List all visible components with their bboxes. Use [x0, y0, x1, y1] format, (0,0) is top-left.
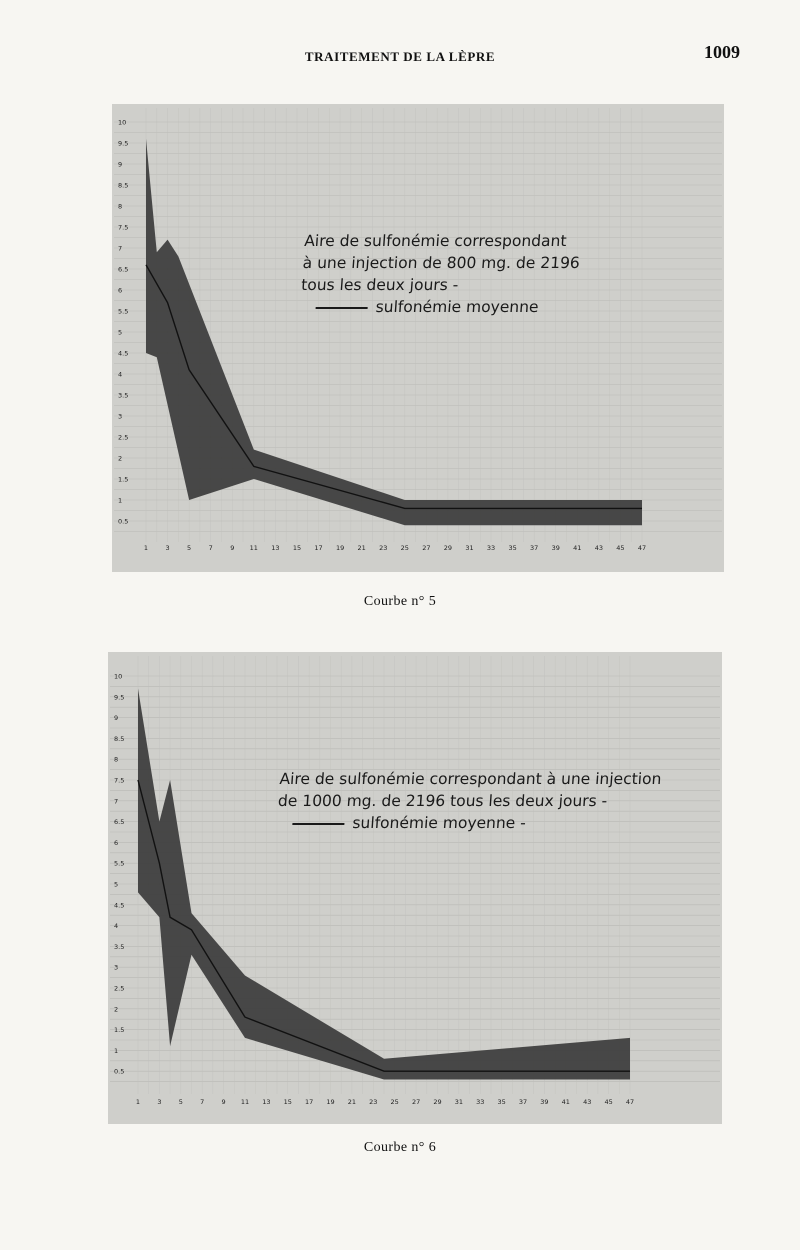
legend-line-swatch	[292, 823, 344, 825]
x-tick-label: 21	[347, 1098, 357, 1106]
y-tick-label: 1	[114, 1046, 119, 1055]
chart-annotation-5	[299, 230, 582, 318]
page-number: 1009	[704, 42, 740, 62]
y-tick-label: 8	[114, 755, 119, 764]
x-tick-label: 35	[497, 1098, 506, 1106]
y-tick-label: 8	[118, 202, 123, 211]
chart-svg-6	[108, 652, 722, 1124]
y-tick-label: 5	[118, 328, 123, 337]
y-tick-label: 6.5	[114, 818, 125, 827]
x-tick-label: 11	[240, 1098, 250, 1106]
y-tick-label: 4	[114, 922, 119, 931]
y-tick-label: 6	[114, 838, 119, 847]
legend-entry	[276, 812, 659, 834]
y-tick-label: 0.5	[118, 517, 129, 526]
x-tick-label: 33	[486, 544, 496, 552]
chart-figure-6	[108, 652, 722, 1124]
y-tick-label: 1	[118, 496, 123, 505]
y-tick-label: 7	[118, 244, 123, 253]
x-tick-label: 27	[422, 544, 431, 552]
x-tick-label: 45	[616, 544, 625, 552]
chart-figure-5	[112, 104, 724, 572]
y-tick-label: 8.5	[114, 734, 125, 743]
y-tick-label: 7.5	[118, 223, 129, 232]
x-tick-label: 41	[561, 1098, 570, 1106]
x-tick-label: 13	[262, 1098, 271, 1106]
y-tick-label: 7	[114, 797, 119, 806]
figure-caption-6: Courbe n° 6	[363, 1140, 437, 1155]
x-tick-label: 3	[165, 544, 170, 552]
y-tick-label: 3.5	[114, 942, 125, 951]
y-tick-label: 3	[114, 963, 119, 972]
y-tick-label: 8.5	[118, 181, 129, 190]
x-tick-label: 13	[271, 544, 280, 552]
annotation-line: de 1000 mg. de 2196 tous les deux jours -	[277, 792, 608, 810]
x-tick-label: 9	[230, 544, 235, 552]
y-tick-label: 0.5	[114, 1067, 125, 1076]
y-tick-label: 4	[118, 370, 123, 379]
y-tick-label: 10	[114, 672, 123, 681]
annotation-line: tous les deux jours -	[300, 276, 459, 294]
legend-entry	[299, 296, 578, 318]
annotation-line: Aire de sulfonémie correspondant à une injection	[278, 770, 663, 788]
y-tick-label: 9	[118, 160, 123, 169]
x-tick-label: 25	[400, 544, 409, 552]
x-tick-label: 21	[357, 544, 366, 552]
x-tick-label: 19	[326, 1098, 335, 1106]
annotation-line: Aire de sulfonémie correspondant	[303, 232, 568, 250]
y-tick-label: 9.5	[114, 693, 125, 702]
x-tick-label: 35	[508, 544, 517, 552]
y-tick-label: 9.5	[118, 139, 129, 148]
x-tick-label: 39	[540, 1098, 549, 1106]
x-tick-label: 17	[314, 544, 323, 552]
y-tick-label: 2	[118, 454, 123, 463]
figure-caption-5: Courbe n° 5	[363, 594, 437, 609]
y-tick-label: 4.5	[114, 901, 125, 910]
y-tick-label: 2.5	[118, 433, 129, 442]
y-tick-label: 1.5	[114, 1026, 125, 1035]
legend-label: sulfonémie moyenne -	[351, 814, 527, 832]
x-tick-label: 25	[390, 1098, 399, 1106]
x-tick-label: 1	[135, 1098, 141, 1106]
chart-annotation-6	[276, 768, 662, 834]
x-tick-label: 29	[443, 544, 453, 552]
y-tick-label: 3	[118, 412, 123, 421]
y-tick-label: 5.5	[118, 307, 129, 316]
x-tick-label: 17	[304, 1098, 314, 1106]
y-tick-label: 6	[118, 286, 123, 295]
y-tick-label: 5.5	[114, 859, 125, 868]
x-tick-label: 5	[187, 544, 192, 552]
running-head: TRAITEMENT DE LA LÈPRE	[304, 49, 496, 64]
x-tick-label: 7	[208, 544, 213, 552]
x-tick-label: 3	[157, 1098, 162, 1106]
y-tick-label: 6.5	[118, 265, 129, 274]
x-tick-label: 33	[476, 1098, 485, 1106]
x-tick-label: 23	[369, 1098, 378, 1106]
x-tick-label: 43	[583, 1098, 592, 1106]
x-tick-label: 37	[530, 544, 539, 552]
y-tick-label: 7.5	[114, 776, 125, 785]
x-tick-label: 41	[573, 544, 582, 552]
x-tick-label: 5	[178, 1098, 183, 1106]
annotation-line: à une injection de 800 mg. de 2196	[302, 254, 581, 272]
x-tick-label: 7	[200, 1098, 205, 1106]
y-tick-label: 4.5	[118, 349, 129, 358]
y-tick-label: 3.5	[118, 391, 129, 400]
x-tick-label: 27	[411, 1098, 421, 1106]
y-tick-label: 2	[114, 1005, 119, 1014]
x-tick-label: 31	[465, 544, 474, 552]
x-tick-label: 19	[335, 544, 345, 552]
x-tick-label: 1	[143, 544, 149, 552]
y-tick-label: 9	[114, 714, 119, 723]
x-tick-label: 47	[637, 544, 647, 552]
x-tick-label: 37	[518, 1098, 528, 1106]
x-tick-label: 11	[249, 544, 258, 552]
x-tick-label: 29	[433, 1098, 442, 1106]
y-tick-label: 5	[114, 880, 119, 889]
x-tick-label: 39	[551, 544, 560, 552]
y-tick-label: 10	[118, 118, 127, 127]
x-tick-label: 9	[221, 1098, 226, 1106]
x-tick-label: 15	[292, 544, 302, 552]
legend-line-swatch	[316, 307, 368, 309]
x-tick-label: 23	[379, 544, 388, 552]
x-tick-label: 43	[594, 544, 604, 552]
y-tick-label: 2.5	[114, 984, 125, 993]
x-tick-label: 15	[283, 1098, 292, 1106]
x-tick-label: 31	[454, 1098, 464, 1106]
chart-svg-5	[112, 104, 724, 572]
x-tick-label: 47	[625, 1098, 635, 1106]
x-tick-label: 45	[604, 1098, 613, 1106]
y-tick-label: 1.5	[118, 475, 129, 484]
legend-label: sulfonémie moyenne	[375, 298, 540, 316]
